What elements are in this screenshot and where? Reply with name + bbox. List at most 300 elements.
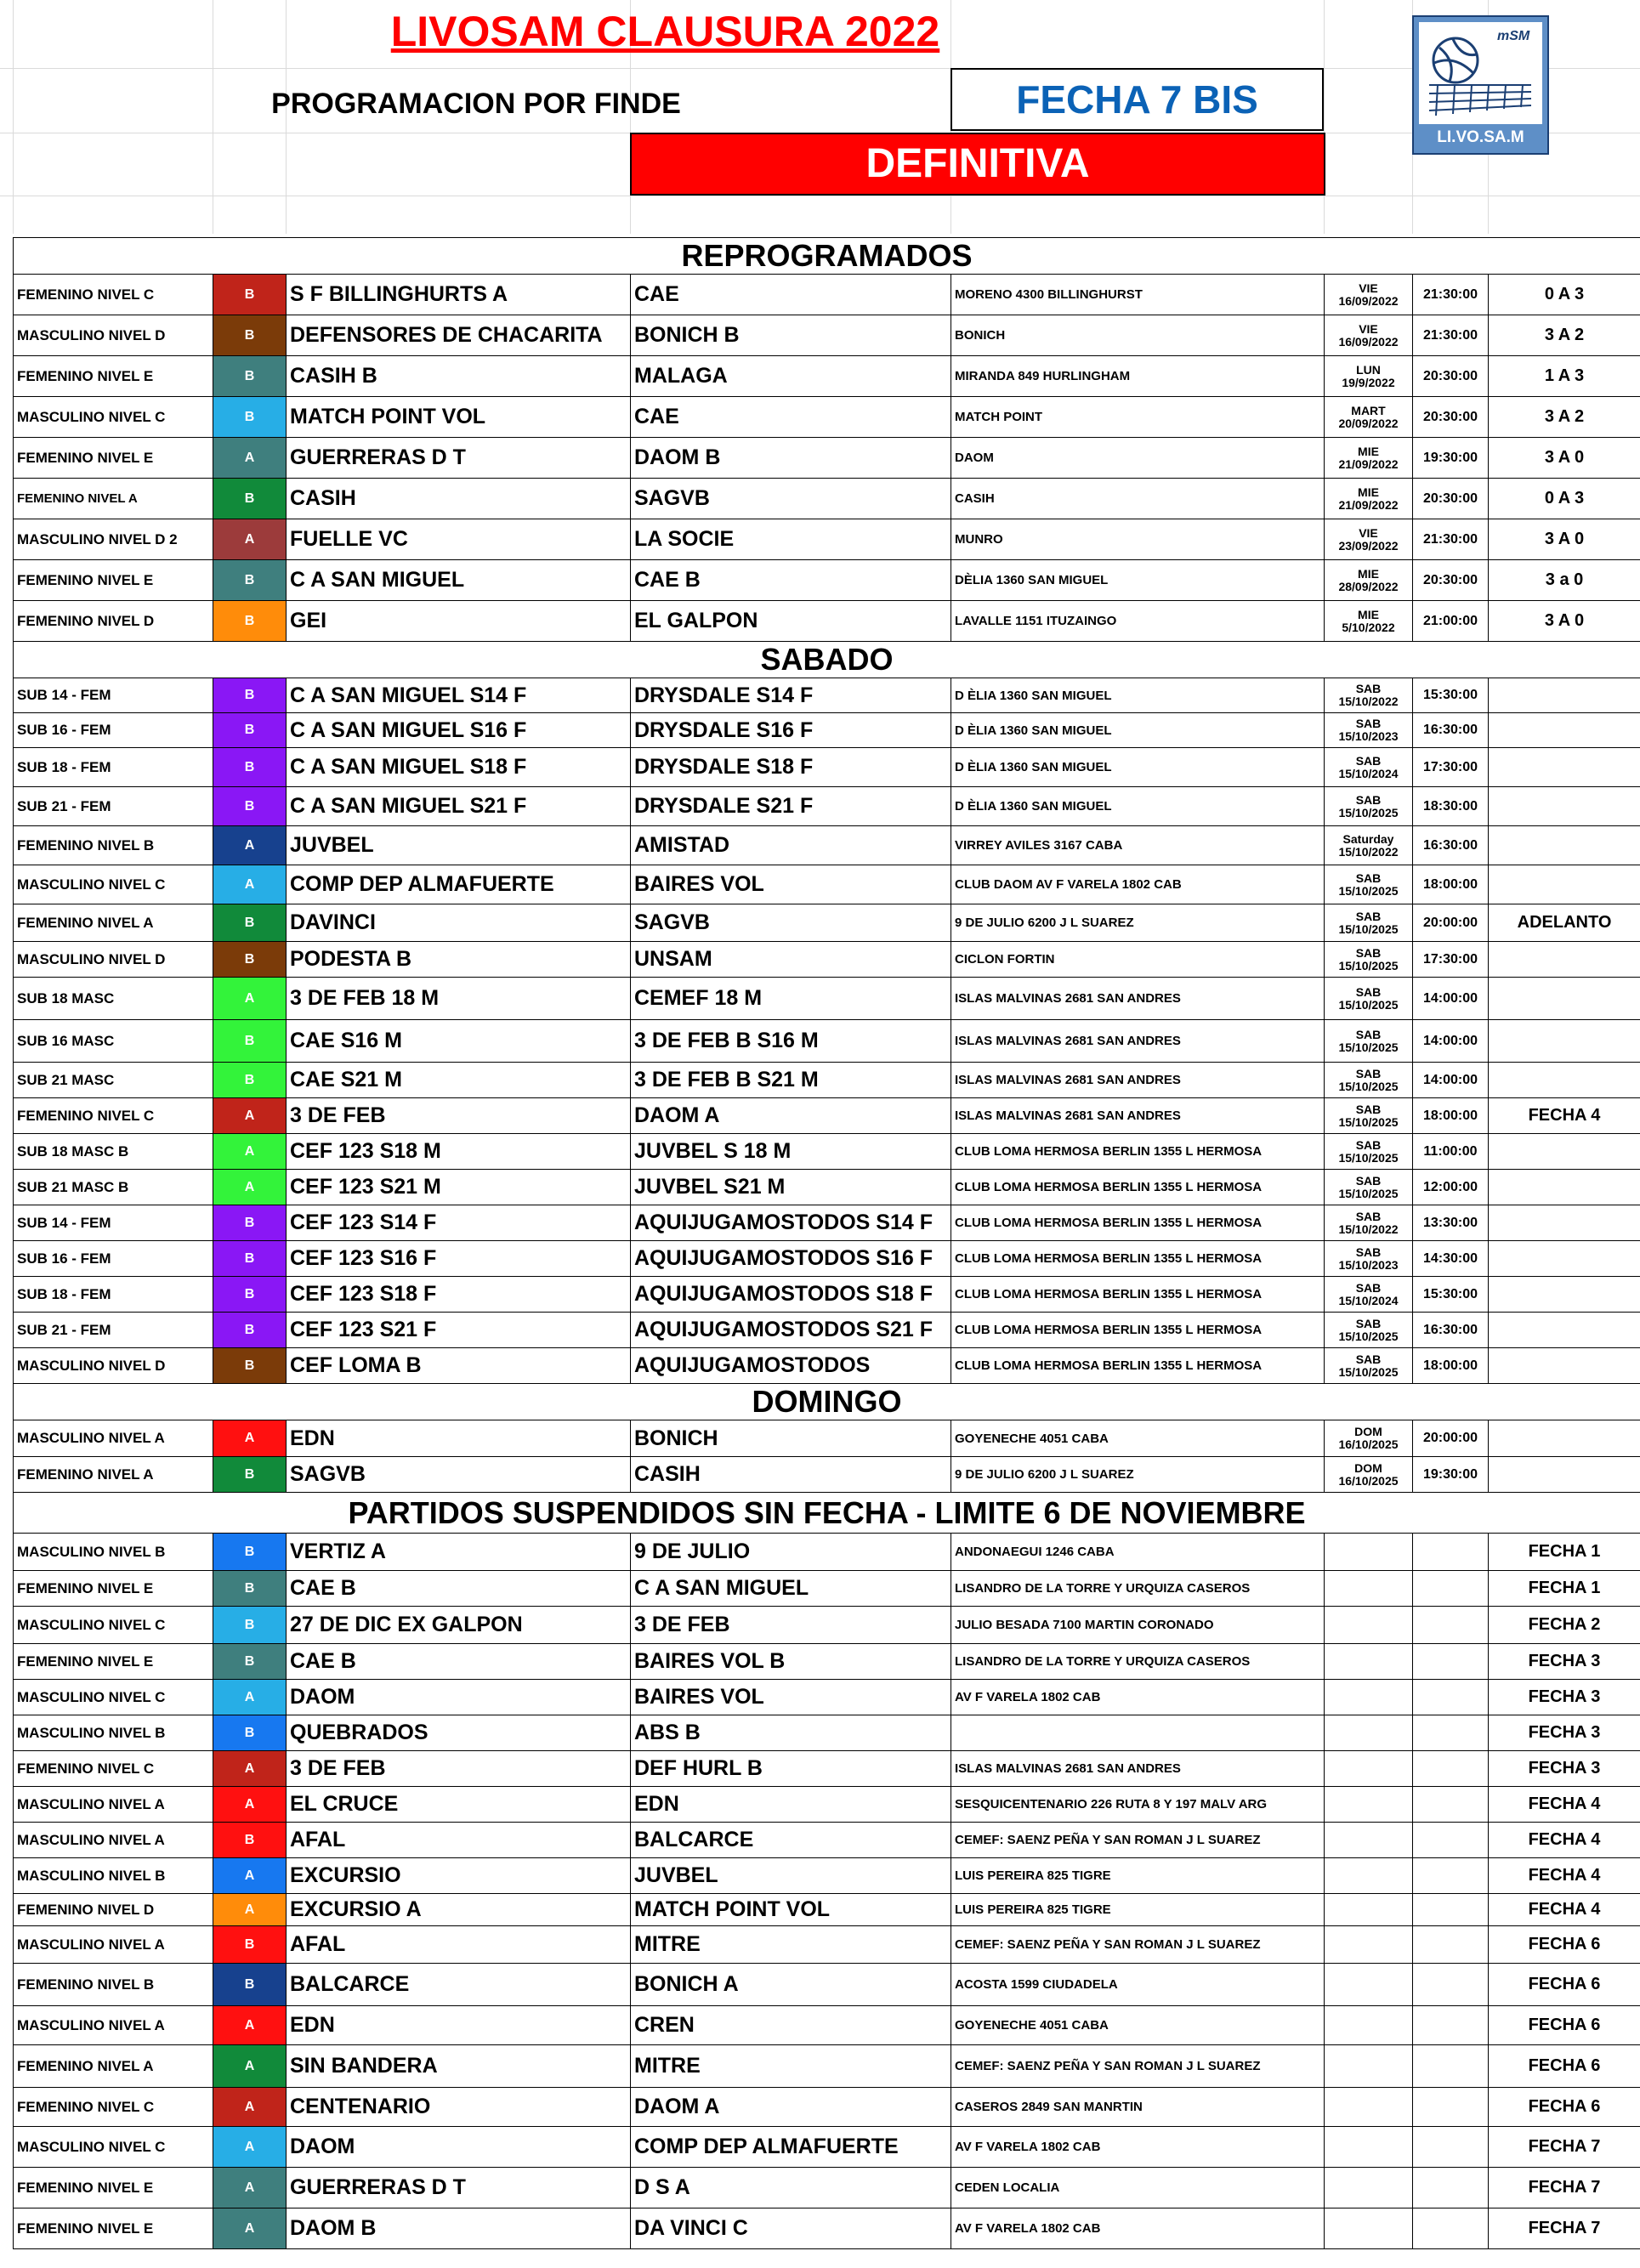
venue-cell: D ÈLIA 1360 SAN MIGUEL <box>951 748 1325 787</box>
home-team-cell: GUERRERAS D T <box>287 2168 631 2208</box>
group-badge: B <box>213 1607 287 1644</box>
day-label: Saturday <box>1342 831 1394 846</box>
home-team-cell: PODESTA B <box>287 942 631 978</box>
home-team-cell: BALCARCE <box>287 1964 631 2006</box>
result-cell <box>1489 1134 1640 1170</box>
date-label: 15/10/2025 <box>1338 1114 1399 1129</box>
table-row <box>14 865 1640 904</box>
home-team-cell: S F BILLINGHURTS A <box>287 275 631 315</box>
away-team-cell: C A SAN MIGUEL <box>631 1571 951 1607</box>
date-cell <box>1325 713 1413 748</box>
group-badge: B <box>213 1644 287 1680</box>
time-cell <box>1413 1680 1489 1715</box>
venue-cell: ISLAS MALVINAS 2681 SAN ANDRES <box>951 1020 1325 1063</box>
schedule-body <box>14 238 1640 2249</box>
away-team-cell: 3 DE FEB B S16 M <box>631 1020 951 1063</box>
table-row <box>14 1607 1640 1644</box>
date-label: 16/09/2022 <box>1338 293 1399 308</box>
home-team-cell: DAVINCI <box>287 904 631 942</box>
category-cell: MASCULINO NIVEL A <box>14 2006 213 2045</box>
result-cell <box>1489 978 1640 1020</box>
home-team-cell: CEF 123 S21 F <box>287 1313 631 1348</box>
venue-cell: AV F VARELA 1802 CAB <box>951 1680 1325 1715</box>
date-cell <box>1325 678 1413 713</box>
table-row <box>14 1926 1640 1964</box>
away-team-cell: BAIRES VOL <box>631 1680 951 1715</box>
date-cell <box>1325 1313 1413 1348</box>
league-logo <box>1412 15 1549 155</box>
date-label: 28/09/2022 <box>1338 579 1399 593</box>
away-team-cell: DRYSDALE S16 F <box>631 713 951 748</box>
date-cell <box>1325 787 1413 826</box>
date-cell <box>1325 1063 1413 1098</box>
home-team-cell: VERTIZ A <box>287 1534 631 1571</box>
time-cell: 14:00:00 <box>1413 978 1489 1020</box>
away-team-cell: ABS B <box>631 1715 951 1751</box>
date-label: 15/10/2023 <box>1338 1257 1399 1272</box>
away-team-cell: EDN <box>631 1787 951 1823</box>
time-cell <box>1413 1751 1489 1787</box>
group-badge: B <box>213 942 287 978</box>
away-team-cell: 9 DE JULIO <box>631 1534 951 1571</box>
home-team-cell: SAGVB <box>287 1457 631 1493</box>
category-cell: SUB 21 - FEM <box>14 787 213 826</box>
venue-cell: D ÈLIA 1360 SAN MIGUEL <box>951 787 1325 826</box>
away-team-cell: CAE <box>631 397 951 438</box>
venue-cell: LISANDRO DE LA TORRE Y URQUIZA CASEROS <box>951 1571 1325 1607</box>
date-label: 23/09/2022 <box>1338 538 1399 553</box>
volleyball-icon <box>1431 36 1480 85</box>
result-cell <box>1489 1457 1640 1493</box>
date-cell <box>1325 1644 1413 1680</box>
date-label: 15/10/2025 <box>1338 883 1399 898</box>
group-badge: B <box>213 560 287 601</box>
home-team-cell: CAE B <box>287 1644 631 1680</box>
date-label: 15/10/2025 <box>1338 1329 1399 1343</box>
category-cell: FEMENINO NIVEL E <box>14 2208 213 2249</box>
table-row <box>14 275 1640 315</box>
category-cell: SUB 21 MASC B <box>14 1170 213 1205</box>
group-badge: B <box>213 748 287 787</box>
date-cell <box>1325 2045 1413 2088</box>
table-row <box>14 2168 1640 2208</box>
time-cell <box>1413 2208 1489 2249</box>
category-cell: FEMENINO NIVEL E <box>14 1571 213 1607</box>
away-team-cell: 3 DE FEB <box>631 1607 951 1644</box>
home-team-cell: AFAL <box>287 1823 631 1858</box>
date-cell <box>1325 942 1413 978</box>
group-badge: A <box>213 2168 287 2208</box>
time-cell: 18:00:00 <box>1413 865 1489 904</box>
group-badge: B <box>213 1277 287 1313</box>
date-label: 15/10/2025 <box>1338 1079 1399 1093</box>
venue-cell: CEMEF: SAENZ PEÑA Y SAN ROMAN J L SUAREZ <box>951 2045 1325 2088</box>
venue-cell: CEMEF: SAENZ PEÑA Y SAN ROMAN J L SUAREZ <box>951 1823 1325 1858</box>
group-badge: B <box>213 275 287 315</box>
result-cell: 3 A 2 <box>1489 397 1640 438</box>
home-team-cell: CAE S16 M <box>287 1020 631 1063</box>
time-cell <box>1413 1715 1489 1751</box>
result-cell: 3 A 0 <box>1489 438 1640 479</box>
time-cell: 18:00:00 <box>1413 1098 1489 1134</box>
venue-cell: LUIS PEREIRA 825 TIGRE <box>951 1894 1325 1926</box>
date-cell <box>1325 275 1413 315</box>
table-row <box>14 1964 1640 2006</box>
day-label: DOM <box>1354 1460 1382 1475</box>
date-label: 15/10/2025 <box>1338 921 1399 936</box>
day-label: MIE <box>1358 607 1379 621</box>
logo-monogram: mSM <box>1497 29 1530 43</box>
group-badge: A <box>213 1751 287 1787</box>
venue-cell: MATCH POINT <box>951 397 1325 438</box>
away-team-cell: LA SOCIE <box>631 519 951 560</box>
home-team-cell: C A SAN MIGUEL S21 F <box>287 787 631 826</box>
table-row <box>14 1680 1640 1715</box>
away-team-cell: BAIRES VOL B <box>631 1644 951 1680</box>
date-cell <box>1325 904 1413 942</box>
result-cell: FECHA 2 <box>1489 1607 1640 1644</box>
result-cell: FECHA 1 <box>1489 1571 1640 1607</box>
date-label: 15/10/2022 <box>1338 1222 1399 1236</box>
day-label: MIE <box>1358 485 1379 499</box>
table-row <box>14 397 1640 438</box>
day-label: MART <box>1351 403 1386 417</box>
date-cell <box>1325 2208 1413 2249</box>
category-cell: FEMENINO NIVEL D <box>14 1894 213 1926</box>
table-row <box>14 904 1640 942</box>
table-row <box>14 1787 1640 1823</box>
table-row <box>14 1098 1640 1134</box>
time-cell: 18:30:00 <box>1413 787 1489 826</box>
day-label: MIE <box>1358 566 1379 581</box>
table-row <box>14 2127 1640 2168</box>
date-cell <box>1325 479 1413 519</box>
result-cell: FECHA 1 <box>1489 1534 1640 1571</box>
day-label: SAB <box>1355 682 1382 695</box>
away-team-cell: SAGVB <box>631 479 951 519</box>
venue-cell: AV F VARELA 1802 CAB <box>951 2127 1325 2168</box>
day-label: SAB <box>1355 1102 1382 1116</box>
day-label: SAB <box>1355 1245 1382 1259</box>
day-label: SAB <box>1355 1027 1382 1041</box>
result-cell: FECHA 4 <box>1489 1858 1640 1894</box>
time-cell: 19:30:00 <box>1413 1457 1489 1493</box>
time-cell: 19:30:00 <box>1413 438 1489 479</box>
date-label: 15/10/2022 <box>1338 695 1399 708</box>
category-cell: MASCULINO NIVEL C <box>14 1680 213 1715</box>
group-badge: B <box>213 1241 287 1277</box>
day-label: VIE <box>1359 321 1378 336</box>
section-header-row <box>14 1384 1640 1420</box>
category-cell: MASCULINO NIVEL C <box>14 1607 213 1644</box>
date-cell <box>1325 1020 1413 1063</box>
away-team-cell: CREN <box>631 2006 951 2045</box>
table-row <box>14 315 1640 356</box>
date-cell <box>1325 1457 1413 1493</box>
time-cell: 20:00:00 <box>1413 1420 1489 1457</box>
away-team-cell: AQUIJUGAMOSTODOS S21 F <box>631 1313 951 1348</box>
category-cell: SUB 18 MASC <box>14 978 213 1020</box>
home-team-cell: 3 DE FEB <box>287 1751 631 1787</box>
date-cell <box>1325 356 1413 397</box>
result-cell <box>1489 1241 1640 1277</box>
group-badge: A <box>213 2127 287 2168</box>
group-badge: B <box>213 397 287 438</box>
venue-cell: ISLAS MALVINAS 2681 SAN ANDRES <box>951 1098 1325 1134</box>
day-label: SAB <box>1355 1316 1382 1330</box>
date-label: 21/09/2022 <box>1338 456 1399 471</box>
group-badge: A <box>213 826 287 865</box>
venue-cell: SESQUICENTENARIO 226 RUTA 8 Y 197 MALV ARG <box>951 1787 1325 1823</box>
category-cell: MASCULINO NIVEL C <box>14 397 213 438</box>
result-cell: FECHA 6 <box>1489 1926 1640 1964</box>
category-cell: MASCULINO NIVEL D <box>14 315 213 356</box>
table-row <box>14 713 1640 748</box>
day-label: LUN <box>1356 362 1381 377</box>
away-team-cell: JUVBEL <box>631 1858 951 1894</box>
home-team-cell: JUVBEL <box>287 826 631 865</box>
group-badge: A <box>213 1858 287 1894</box>
group-badge: A <box>213 865 287 904</box>
time-cell: 15:30:00 <box>1413 1277 1489 1313</box>
table-row <box>14 1457 1640 1493</box>
date-cell <box>1325 1241 1413 1277</box>
away-team-cell: MALAGA <box>631 356 951 397</box>
time-cell: 14:30:00 <box>1413 1241 1489 1277</box>
status-banner: DEFINITIVA <box>630 133 1325 196</box>
date-cell <box>1325 1680 1413 1715</box>
time-cell: 16:30:00 <box>1413 713 1489 748</box>
date-label: 21/09/2022 <box>1338 497 1399 512</box>
table-row <box>14 1571 1640 1607</box>
result-cell <box>1489 1277 1640 1313</box>
day-label: SAB <box>1355 792 1382 807</box>
date-label: 15/10/2025 <box>1338 1364 1399 1379</box>
away-team-cell: D S A <box>631 2168 951 2208</box>
result-cell <box>1489 1170 1640 1205</box>
date-label: 15/10/2025 <box>1338 1150 1399 1165</box>
away-team-cell: UNSAM <box>631 942 951 978</box>
away-team-cell: DAOM A <box>631 2088 951 2127</box>
group-badge: B <box>213 1020 287 1063</box>
home-team-cell: AFAL <box>287 1926 631 1964</box>
table-row <box>14 1823 1640 1858</box>
category-cell: SUB 16 - FEM <box>14 713 213 748</box>
venue-cell: AV F VARELA 1802 CAB <box>951 2208 1325 2249</box>
category-cell: SUB 16 MASC <box>14 1020 213 1063</box>
category-cell: FEMENINO NIVEL C <box>14 1098 213 1134</box>
home-team-cell: C A SAN MIGUEL S14 F <box>287 678 631 713</box>
venue-cell: LAVALLE 1151 ITUZAINGO <box>951 601 1325 642</box>
group-badge: B <box>213 678 287 713</box>
home-team-cell: CEF 123 S18 F <box>287 1277 631 1313</box>
group-badge: A <box>213 1787 287 1823</box>
venue-cell: CLUB LOMA HERMOSA BERLIN 1355 L HERMOSA <box>951 1241 1325 1277</box>
time-cell: 21:30:00 <box>1413 315 1489 356</box>
date-cell <box>1325 748 1413 787</box>
fecha-label: FECHA 7 BIS <box>951 68 1324 131</box>
date-cell <box>1325 315 1413 356</box>
away-team-cell: AQUIJUGAMOSTODOS S16 F <box>631 1241 951 1277</box>
result-cell <box>1489 1348 1640 1384</box>
home-team-cell: SIN BANDERA <box>287 2045 631 2088</box>
result-cell: FECHA 7 <box>1489 2168 1640 2208</box>
result-cell <box>1489 1205 1640 1241</box>
venue-cell: LISANDRO DE LA TORRE Y URQUIZA CASEROS <box>951 1644 1325 1680</box>
category-cell: SUB 18 MASC B <box>14 1134 213 1170</box>
group-badge: A <box>213 1098 287 1134</box>
schedule-table <box>13 237 1640 2249</box>
result-cell: FECHA 4 <box>1489 1098 1640 1134</box>
table-row <box>14 1063 1640 1098</box>
day-label: SAB <box>1355 1209 1382 1223</box>
group-badge: B <box>213 601 287 642</box>
category-cell: FEMENINO NIVEL E <box>14 356 213 397</box>
table-row <box>14 1751 1640 1787</box>
date-cell <box>1325 438 1413 479</box>
time-cell: 14:00:00 <box>1413 1063 1489 1098</box>
result-cell: FECHA 4 <box>1489 1894 1640 1926</box>
home-team-cell: EDN <box>287 2006 631 2045</box>
table-row <box>14 2208 1640 2249</box>
venue-cell: ACOSTA 1599 CIUDADELA <box>951 1964 1325 2006</box>
date-label: 15/10/2025 <box>1338 1186 1399 1200</box>
date-cell <box>1325 1715 1413 1751</box>
category-cell: SUB 21 MASC <box>14 1063 213 1098</box>
section-title: SABADO <box>14 642 1640 678</box>
result-cell: 1 A 3 <box>1489 356 1640 397</box>
category-cell: SUB 14 - FEM <box>14 1205 213 1241</box>
away-team-cell: BONICH B <box>631 315 951 356</box>
group-badge: B <box>213 1823 287 1858</box>
table-row <box>14 1534 1640 1571</box>
result-cell: FECHA 3 <box>1489 1751 1640 1787</box>
group-badge: A <box>213 2208 287 2249</box>
date-label: 19/9/2022 <box>1342 375 1395 389</box>
result-cell <box>1489 865 1640 904</box>
venue-cell: D ÈLIA 1360 SAN MIGUEL <box>951 713 1325 748</box>
time-cell <box>1413 1787 1489 1823</box>
venue-cell: VIRREY AVILES 3167 CABA <box>951 826 1325 865</box>
date-cell <box>1325 1858 1413 1894</box>
result-cell: FECHA 3 <box>1489 1680 1640 1715</box>
result-cell: FECHA 6 <box>1489 2045 1640 2088</box>
day-label: SAB <box>1355 1066 1382 1080</box>
category-cell: FEMENINO NIVEL A <box>14 904 213 942</box>
away-team-cell: MITRE <box>631 1926 951 1964</box>
away-team-cell: AQUIJUGAMOSTODOS S14 F <box>631 1205 951 1241</box>
home-team-cell: EXCURSIO <box>287 1858 631 1894</box>
date-label: 16/09/2022 <box>1338 334 1399 349</box>
category-cell: SUB 21 - FEM <box>14 1313 213 1348</box>
date-label: 15/10/2022 <box>1338 844 1399 859</box>
date-cell <box>1325 2088 1413 2127</box>
time-cell: 14:00:00 <box>1413 1020 1489 1063</box>
home-team-cell: CEF 123 S14 F <box>287 1205 631 1241</box>
table-row <box>14 1420 1640 1457</box>
date-cell <box>1325 1134 1413 1170</box>
time-cell <box>1413 2127 1489 2168</box>
group-badge: A <box>213 438 287 479</box>
home-team-cell: DAOM <box>287 2127 631 2168</box>
result-cell <box>1489 942 1640 978</box>
category-cell: MASCULINO NIVEL C <box>14 865 213 904</box>
group-badge: A <box>213 1680 287 1715</box>
venue-cell: 9 DE JULIO 6200 J L SUAREZ <box>951 1457 1325 1493</box>
category-cell: MASCULINO NIVEL D 2 <box>14 519 213 560</box>
home-team-cell: CAE S21 M <box>287 1063 631 1098</box>
date-cell <box>1325 1751 1413 1787</box>
home-team-cell: CEF 123 S16 F <box>287 1241 631 1277</box>
venue-cell: CICLON FORTIN <box>951 942 1325 978</box>
venue-cell: CLUB DAOM AV F VARELA 1802 CAB <box>951 865 1325 904</box>
date-cell <box>1325 826 1413 865</box>
table-row <box>14 438 1640 479</box>
venue-cell: CEMEF: SAENZ PEÑA Y SAN ROMAN J L SUAREZ <box>951 1926 1325 1964</box>
result-cell: 3 A 2 <box>1489 315 1640 356</box>
category-cell: FEMENINO NIVEL B <box>14 1964 213 2006</box>
date-cell <box>1325 865 1413 904</box>
table-row <box>14 1858 1640 1894</box>
category-cell: FEMENINO NIVEL A <box>14 479 213 519</box>
table-row <box>14 1277 1640 1313</box>
volleyball-net-icon <box>1429 82 1531 119</box>
venue-cell: MUNRO <box>951 519 1325 560</box>
table-row <box>14 1205 1640 1241</box>
time-cell: 11:00:00 <box>1413 1134 1489 1170</box>
result-cell: 3 A 0 <box>1489 601 1640 642</box>
day-label: SAB <box>1355 870 1382 885</box>
away-team-cell: CEMEF 18 M <box>631 978 951 1020</box>
group-badge: B <box>213 1063 287 1098</box>
table-row <box>14 356 1640 397</box>
group-badge: A <box>213 978 287 1020</box>
time-cell <box>1413 2006 1489 2045</box>
date-cell <box>1325 1607 1413 1644</box>
time-cell: 17:30:00 <box>1413 942 1489 978</box>
away-team-cell: DRYSDALE S21 F <box>631 787 951 826</box>
away-team-cell: BALCARCE <box>631 1823 951 1858</box>
day-label: SAB <box>1355 909 1382 923</box>
result-cell: FECHA 6 <box>1489 1964 1640 2006</box>
time-cell <box>1413 1607 1489 1644</box>
venue-cell: LUIS PEREIRA 825 TIGRE <box>951 1858 1325 1894</box>
home-team-cell: CEF LOMA B <box>287 1348 631 1384</box>
group-badge: B <box>213 1205 287 1241</box>
result-cell: FECHA 4 <box>1489 1787 1640 1823</box>
venue-cell: CLUB LOMA HERMOSA BERLIN 1355 L HERMOSA <box>951 1170 1325 1205</box>
date-cell <box>1325 519 1413 560</box>
group-badge: B <box>213 1715 287 1751</box>
home-team-cell: C A SAN MIGUEL S16 F <box>287 713 631 748</box>
away-team-cell: AQUIJUGAMOSTODOS <box>631 1348 951 1384</box>
category-cell: MASCULINO NIVEL A <box>14 1420 213 1457</box>
date-cell <box>1325 1926 1413 1964</box>
venue-cell: GOYENECHE 4051 CABA <box>951 1420 1325 1457</box>
category-cell: FEMENINO NIVEL E <box>14 438 213 479</box>
category-cell: SUB 18 - FEM <box>14 748 213 787</box>
away-team-cell: BONICH A <box>631 1964 951 2006</box>
day-label: SAB <box>1355 1137 1382 1152</box>
result-cell: FECHA 7 <box>1489 2127 1640 2168</box>
day-label: SAB <box>1355 717 1382 730</box>
time-cell: 17:30:00 <box>1413 748 1489 787</box>
home-team-cell: EXCURSIO A <box>287 1894 631 1926</box>
group-badge: B <box>213 1571 287 1607</box>
group-badge: B <box>213 1926 287 1964</box>
away-team-cell: CAE <box>631 275 951 315</box>
time-cell: 21:30:00 <box>1413 275 1489 315</box>
